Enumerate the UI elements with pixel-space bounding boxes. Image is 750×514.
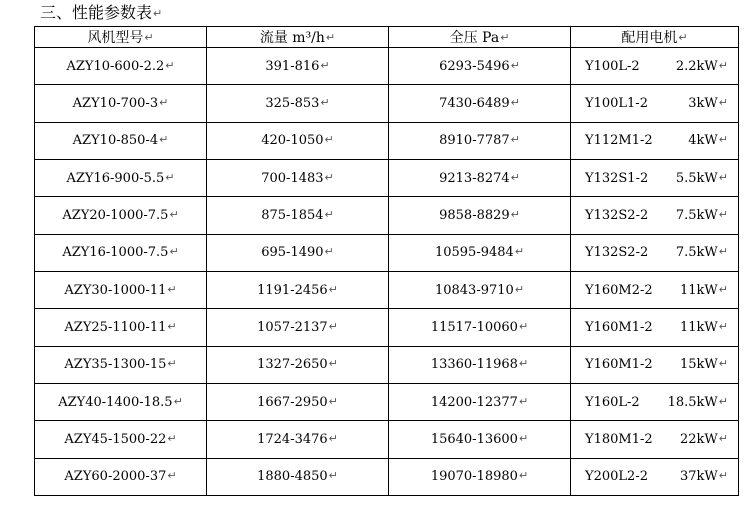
pressure-value: 8910-7787	[439, 133, 510, 149]
motor-cell	[571, 122, 739, 159]
paragraph-mark-icon: ↵	[518, 431, 529, 445]
flow-cell	[207, 421, 389, 458]
paragraph-mark-icon: ↵	[173, 394, 183, 408]
flow-cell	[207, 122, 389, 159]
table-row	[35, 85, 739, 122]
motor-model: Y132S2-2	[585, 207, 649, 223]
paragraph-mark-icon: ↵	[324, 170, 334, 184]
flow-value: 1880-4850	[257, 469, 328, 485]
flow-cell	[207, 48, 389, 85]
model-value: AZY10-700-3	[72, 95, 159, 111]
column-header-motor: 配用电机↵	[571, 27, 739, 48]
motor-power: 5.5kW	[675, 170, 718, 186]
motor-cell	[571, 421, 739, 458]
flow-value: 391-816	[265, 58, 320, 74]
paragraph-mark-icon: ↵	[718, 469, 728, 483]
column-header-model: 风机型号↵	[35, 27, 207, 48]
model-value: AZY35-1300-15	[64, 357, 167, 373]
pressure-cell	[389, 234, 571, 271]
motor-cell	[571, 159, 739, 196]
paragraph-mark-icon: ↵	[167, 319, 177, 333]
paragraph-mark-icon: ↵	[718, 95, 728, 109]
model-value: AZY45-1500-22	[64, 431, 167, 447]
paragraph-mark-icon: ↵	[510, 133, 520, 147]
paragraph-mark-icon: ↵	[328, 469, 338, 483]
paragraph-mark-icon: ↵	[328, 394, 338, 408]
model-value: AZY60-2000-37	[64, 469, 167, 485]
pressure-value: 9858-8829	[439, 207, 510, 223]
table-row	[35, 234, 739, 271]
table-row	[35, 458, 739, 495]
paragraph-mark-icon: ↵	[320, 95, 330, 109]
flow-cell	[207, 271, 389, 308]
paragraph-mark-icon: ↵	[518, 394, 529, 408]
paragraph-mark-icon: ↵	[500, 31, 510, 44]
flow-value: 1057-2137	[257, 319, 328, 335]
paragraph-mark-icon: ↵	[167, 431, 177, 445]
paragraph-mark-icon: ↵	[159, 133, 169, 147]
paragraph-mark-icon: ↵	[169, 245, 179, 259]
motor-power: 11kW	[680, 319, 718, 335]
model-cell	[35, 458, 207, 495]
model-cell	[35, 421, 207, 458]
model-cell	[35, 85, 207, 122]
paragraph-mark-icon: ↵	[718, 394, 728, 408]
pressure-value: 7430-6489	[439, 95, 510, 111]
paragraph-mark-icon: ↵	[718, 282, 728, 296]
paragraph-mark-icon: ↵	[510, 207, 520, 221]
pressure-value: 10595-9484	[434, 245, 514, 261]
paragraph-mark-icon: ↵	[510, 95, 520, 109]
model-value: AZY10-850-4	[72, 133, 159, 149]
motor-cell	[571, 458, 739, 495]
paragraph-mark-icon: ↵	[718, 170, 728, 184]
model-cell	[35, 48, 207, 85]
motor-model: Y112M1-2	[585, 133, 653, 149]
column-header-flow: 流量 m³/h↵	[207, 27, 389, 48]
motor-cell	[571, 383, 739, 420]
flow-value: 700-1483	[261, 170, 324, 186]
pressure-cell	[389, 122, 571, 159]
table-row	[35, 309, 739, 346]
motor-model: Y132S1-2	[585, 170, 649, 186]
model-cell	[35, 197, 207, 234]
pressure-cell	[389, 197, 571, 234]
motor-power: 18.5kW	[667, 394, 718, 410]
motor-cell	[571, 346, 739, 383]
paragraph-mark-icon: ↵	[328, 357, 338, 371]
table-body	[35, 48, 739, 496]
motor-model: Y200L2-2	[585, 469, 648, 485]
pressure-cell	[389, 271, 571, 308]
pressure-cell	[389, 458, 571, 495]
motor-power: 22kW	[680, 431, 718, 447]
flow-value: 875-1854	[261, 207, 324, 223]
paragraph-mark-icon: ↵	[144, 31, 154, 44]
paragraph-mark-icon: ↵	[510, 170, 520, 184]
flow-value: 420-1050	[261, 133, 324, 149]
flow-cell	[207, 85, 389, 122]
table-row	[35, 383, 739, 420]
paragraph-mark-icon: ↵	[718, 207, 728, 221]
pressure-value: 13360-11968	[430, 357, 518, 373]
paragraph-mark-icon: ↵	[167, 282, 177, 296]
model-cell	[35, 234, 207, 271]
pressure-cell	[389, 309, 571, 346]
table-row	[35, 122, 739, 159]
motor-model: Y160M2-2	[585, 282, 653, 298]
motor-power: 7.5kW	[675, 207, 718, 223]
paragraph-mark-icon: ↵	[167, 469, 177, 483]
pressure-cell	[389, 383, 571, 420]
pressure-value: 19070-18980	[430, 469, 518, 485]
flow-cell	[207, 346, 389, 383]
motor-model: Y160L-2	[585, 394, 640, 410]
paragraph-mark-icon: ↵	[320, 58, 330, 72]
paragraph-mark-icon: ↵	[718, 245, 728, 259]
pressure-cell	[389, 421, 571, 458]
paragraph-mark-icon: ↵	[153, 7, 163, 20]
table-row	[35, 421, 739, 458]
model-value: AZY16-900-5.5	[66, 170, 165, 186]
paragraph-mark-icon: ↵	[518, 319, 529, 333]
column-header-pressure: 全压 Pa↵	[389, 27, 571, 48]
motor-model: Y100L-2	[585, 58, 640, 74]
model-value: AZY10-600-2.2	[66, 58, 165, 74]
motor-power: 15kW	[680, 357, 718, 373]
flow-cell	[207, 159, 389, 196]
model-cell	[35, 271, 207, 308]
flow-cell	[207, 458, 389, 495]
motor-power: 3kW	[688, 95, 718, 111]
motor-cell	[571, 309, 739, 346]
motor-power: 7.5kW	[675, 245, 718, 261]
paragraph-mark-icon: ↵	[718, 319, 728, 333]
pressure-value: 11517-10060	[430, 319, 518, 335]
pressure-value: 10843-9710	[434, 282, 514, 298]
paragraph-mark-icon: ↵	[167, 357, 177, 371]
motor-power: 2.2kW	[675, 58, 718, 74]
paragraph-mark-icon: ↵	[165, 58, 175, 72]
pressure-cell	[389, 346, 571, 383]
paragraph-mark-icon: ↵	[324, 207, 334, 221]
motor-model: Y180M1-2	[585, 431, 653, 447]
paragraph-mark-icon: ↵	[718, 431, 728, 445]
table-row	[35, 271, 739, 308]
motor-model: Y100L1-2	[585, 95, 648, 111]
paragraph-mark-icon: ↵	[718, 357, 728, 371]
model-value: AZY40-1400-18.5	[58, 394, 173, 410]
model-cell	[35, 309, 207, 346]
paragraph-mark-icon: ↵	[518, 357, 529, 371]
paragraph-mark-icon: ↵	[718, 133, 728, 147]
paragraph-mark-icon: ↵	[510, 58, 520, 72]
motor-cell	[571, 234, 739, 271]
section-heading-text: 三、性能参数表	[40, 3, 153, 22]
pressure-value: 6293-5496	[439, 58, 510, 74]
paragraph-mark-icon: ↵	[159, 95, 169, 109]
motor-cell	[571, 197, 739, 234]
paragraph-mark-icon: ↵	[328, 282, 338, 296]
performance-table	[34, 26, 739, 496]
pressure-cell	[389, 159, 571, 196]
motor-model: Y160M1-2	[585, 319, 653, 335]
model-value: AZY25-1100-11	[64, 319, 167, 335]
model-value: AZY16-1000-7.5	[62, 245, 169, 261]
paragraph-mark-icon: ↵	[324, 133, 334, 147]
flow-value: 695-1490	[261, 245, 324, 261]
paragraph-mark-icon: ↵	[328, 431, 338, 445]
flow-value: 325-853	[265, 95, 320, 111]
model-cell	[35, 159, 207, 196]
paragraph-mark-icon: ↵	[678, 31, 688, 44]
flow-cell	[207, 309, 389, 346]
motor-model: Y160M1-2	[585, 357, 653, 373]
flow-cell	[207, 383, 389, 420]
flow-value: 1724-3476	[257, 431, 328, 447]
table-row	[35, 346, 739, 383]
flow-cell	[207, 234, 389, 271]
pressure-value: 14200-12377	[430, 394, 518, 410]
motor-power: 4kW	[688, 133, 718, 149]
flow-value: 1191-2456	[257, 282, 328, 298]
table-header-row	[35, 27, 739, 48]
pressure-cell	[389, 48, 571, 85]
motor-power: 37kW	[680, 469, 718, 485]
pressure-value: 15640-13600	[430, 431, 518, 447]
pressure-value: 9213-8274	[439, 170, 510, 186]
pressure-cell	[389, 85, 571, 122]
motor-cell	[571, 271, 739, 308]
paragraph-mark-icon: ↵	[514, 245, 525, 259]
paragraph-mark-icon: ↵	[324, 245, 334, 259]
flow-value: 1667-2950	[257, 394, 328, 410]
model-value: AZY30-1000-11	[64, 282, 167, 298]
model-cell	[35, 346, 207, 383]
paragraph-mark-icon: ↵	[328, 319, 338, 333]
flow-cell	[207, 197, 389, 234]
paragraph-mark-icon: ↵	[514, 282, 525, 296]
model-cell	[35, 122, 207, 159]
motor-cell	[571, 48, 739, 85]
table-row	[35, 48, 739, 85]
table-row	[35, 159, 739, 196]
model-cell	[35, 383, 207, 420]
flow-value: 1327-2650	[257, 357, 328, 373]
paragraph-mark-icon: ↵	[325, 31, 336, 44]
model-value: AZY20-1000-7.5	[62, 207, 169, 223]
motor-cell	[571, 85, 739, 122]
motor-power: 11kW	[680, 282, 718, 298]
paragraph-mark-icon: ↵	[518, 469, 529, 483]
paragraph-mark-icon: ↵	[165, 170, 175, 184]
table-row	[35, 197, 739, 234]
paragraph-mark-icon: ↵	[169, 207, 179, 221]
motor-model: Y132S2-2	[585, 245, 649, 261]
section-heading	[40, 3, 162, 24]
paragraph-mark-icon: ↵	[718, 58, 728, 72]
